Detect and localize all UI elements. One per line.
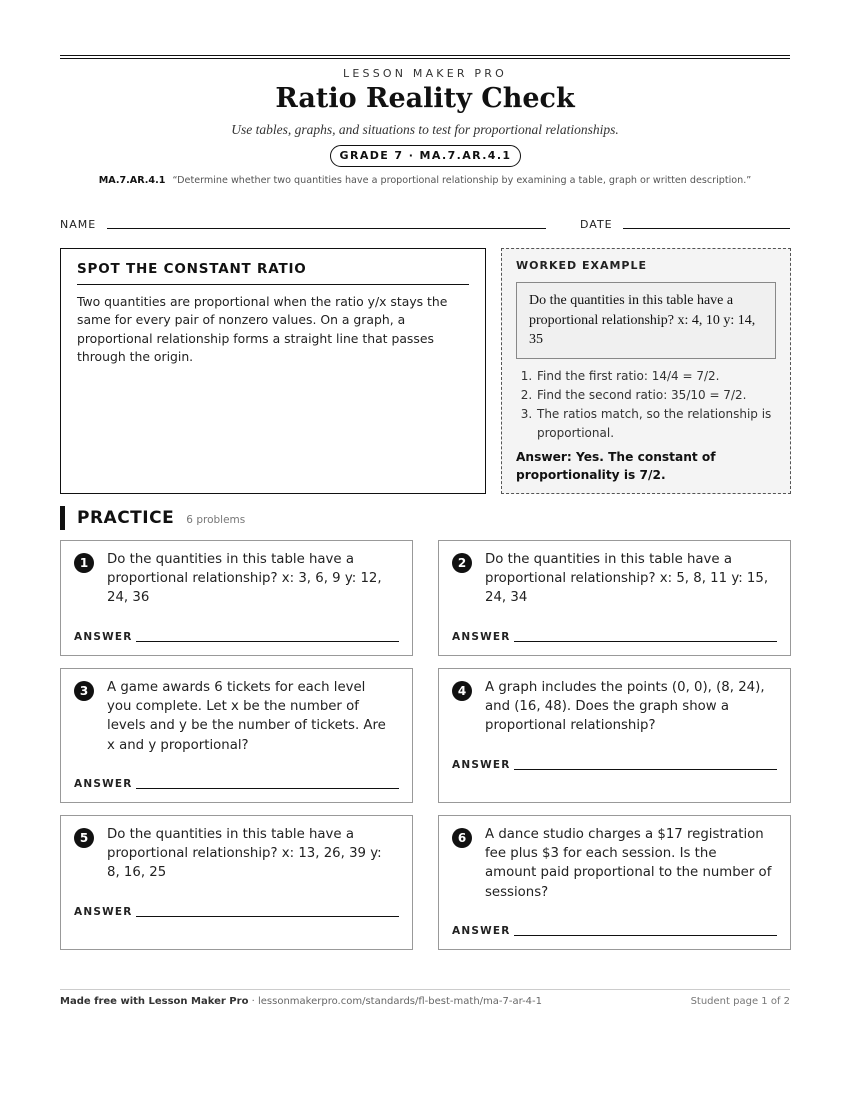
- name-field[interactable]: [107, 228, 546, 229]
- problem-number: 4: [452, 681, 472, 701]
- standard-text: “Determine whether two quantities have a proportional relationship by examining a table, graph or written description.”: [172, 175, 752, 186]
- page-subtitle: Use tables, graphs, and situations to test for proportional relationships.: [231, 122, 619, 137]
- standard-code: MA.7.AR.4.1: [98, 175, 166, 186]
- name-label: NAME: [60, 218, 97, 231]
- problem-text: A graph includes the points (0, 0), (8, 24), and (16, 48). Does the graph show a proportional relationship?: [485, 680, 765, 734]
- problem-number: 3: [74, 681, 94, 701]
- problem-card: [60, 540, 413, 656]
- footer-divider: [60, 989, 790, 990]
- worked-example-box: [501, 248, 791, 494]
- problem-text: Do the quantities in this table have a proportional relationship? x: 5, 8, 11 y: 15, 24, 34: [485, 552, 769, 606]
- concept-box: [60, 248, 486, 494]
- answer-line[interactable]: [136, 916, 399, 917]
- problem-card: [438, 815, 791, 950]
- standard-description: [0, 175, 850, 186]
- brand-name: LESSON MAKER PRO: [343, 67, 507, 80]
- answer-label: ANSWER: [452, 925, 511, 937]
- answer-line[interactable]: [514, 769, 777, 770]
- concept-body: Two quantities are proportional when the ratio y/x stays the same for every pair of nonzero values. On a graph, a proportional relationship forms a straight line that passes through the origin.: [77, 294, 448, 364]
- problem-number: 2: [452, 553, 472, 573]
- worked-example-heading: WORKED EXAMPLE: [516, 259, 647, 272]
- answer-line[interactable]: [514, 935, 777, 936]
- problem-number: 6: [452, 828, 472, 848]
- date-label: DATE: [580, 218, 613, 231]
- problem-card: [438, 668, 791, 803]
- problem-card: [438, 540, 791, 656]
- worked-example-problem: Do the quantities in this table have a proportional relationship? x: 4, 10 y: 14, 35: [516, 282, 776, 359]
- page-title: Ratio Reality Check: [275, 83, 575, 114]
- problem-card: [60, 668, 413, 803]
- answer-label: ANSWER: [74, 631, 133, 643]
- practice-heading: PRACTICE: [77, 508, 175, 528]
- answer-label: ANSWER: [452, 631, 511, 643]
- answer-label: ANSWER: [452, 759, 511, 771]
- problem-text: A game awards 6 tickets for each level you complete. Let x be the number of levels and y be the number of tickets. Are x and y proportional?: [107, 680, 386, 753]
- problem-number: 5: [74, 828, 94, 848]
- worked-step: 2. Find the second ratio: 35/10 = 7/2.: [536, 386, 776, 405]
- problem-number: 1: [74, 553, 94, 573]
- answer-line[interactable]: [136, 641, 399, 642]
- practice-heading-bar: [60, 506, 245, 530]
- problem-text: Do the quantities in this table have a proportional relationship? x: 3, 6, 9 y: 12, 24, 36: [107, 552, 382, 606]
- answer-label: ANSWER: [74, 778, 133, 790]
- problem-text: A dance studio charges a $17 registration fee plus $3 for each session. Is the amount paid proportional to the number of sessions?: [485, 827, 772, 900]
- worked-example-answer: Answer: Yes. The constant of proportionality is 7/2.: [516, 450, 716, 482]
- worked-step: 1. Find the first ratio: 14/4 = 7/2.: [536, 367, 776, 386]
- footer-page-number: Student page 1 of 2: [690, 996, 790, 1007]
- practice-count: 6 problems: [186, 514, 246, 526]
- concept-heading: SPOT THE CONSTANT RATIO: [77, 261, 469, 285]
- answer-line[interactable]: [514, 641, 777, 642]
- problem-card: [60, 815, 413, 950]
- answer-line[interactable]: [136, 788, 399, 789]
- date-field[interactable]: [623, 228, 790, 229]
- problem-text: Do the quantities in this table have a proportional relationship? x: 13, 26, 39 y: 8, 16, 25: [107, 827, 382, 881]
- footer-credit: [60, 996, 542, 1007]
- answer-label: ANSWER: [74, 906, 133, 918]
- worked-step: 3. The ratios match, so the relationship is proportional.: [536, 405, 776, 443]
- footer-url[interactable]: · lessonmakerpro.com/standards/fl-best-math/ma-7-ar-4-1: [251, 996, 543, 1007]
- grade-badge: GRADE 7 · MA.7.AR.4.1: [330, 145, 521, 167]
- top-double-rule: [60, 55, 790, 59]
- worked-example-steps: [516, 367, 776, 443]
- footer-made-with: Made free with Lesson Maker Pro: [60, 996, 249, 1007]
